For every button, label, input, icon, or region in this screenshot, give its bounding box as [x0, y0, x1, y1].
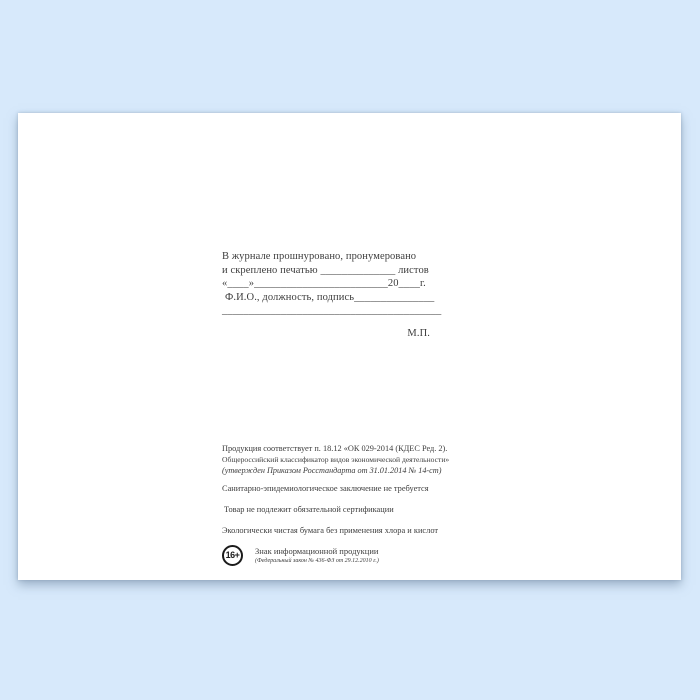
cert-line-2: и скреплено печатью ______________ листов [222, 264, 429, 276]
cert-line-3: «____»_________________________20____г. [222, 278, 426, 290]
journal-back-page [18, 113, 681, 580]
age-16-icon: 16+ [222, 545, 243, 566]
sanitary-claim: Санитарно-эпидемиологическое заключение не требуется [222, 484, 429, 493]
info-product-label: Знак информационной продукции [255, 546, 379, 556]
certification-claim: Товар не подлежит обязательной сертификации [224, 505, 394, 514]
cert-line-4: Ф.И.О., должность, подпись_______________ [225, 291, 435, 303]
standard-line-3: (утвержден Приказом Росстандарта от 31.01.2014 № 14-ст) [222, 466, 442, 475]
stamp-place-mark: М.П. [407, 327, 430, 339]
standard-line-2: Общероссийский классификатор видов экономической деятельности» [222, 455, 450, 464]
certification-block [222, 250, 442, 341]
law-reference: (Федеральный закон № 436-ФЗ от 29.12.2010 г.) [255, 557, 379, 564]
cert-line-1: В журнале прошнуровано, пронумеровано [222, 251, 417, 262]
ecology-claim: Экологически чистая бумага без применения хлора и кислот [222, 526, 439, 535]
age-mark-text [255, 545, 379, 565]
cert-line-5: _________________________________________ [222, 305, 442, 317]
standard-line-1: Продукция соответствует п. 18.12 «ОК 029-2014 (КДЕС Ред. 2). [222, 444, 448, 453]
product-info-block [222, 443, 462, 566]
age-mark-row [222, 545, 462, 566]
